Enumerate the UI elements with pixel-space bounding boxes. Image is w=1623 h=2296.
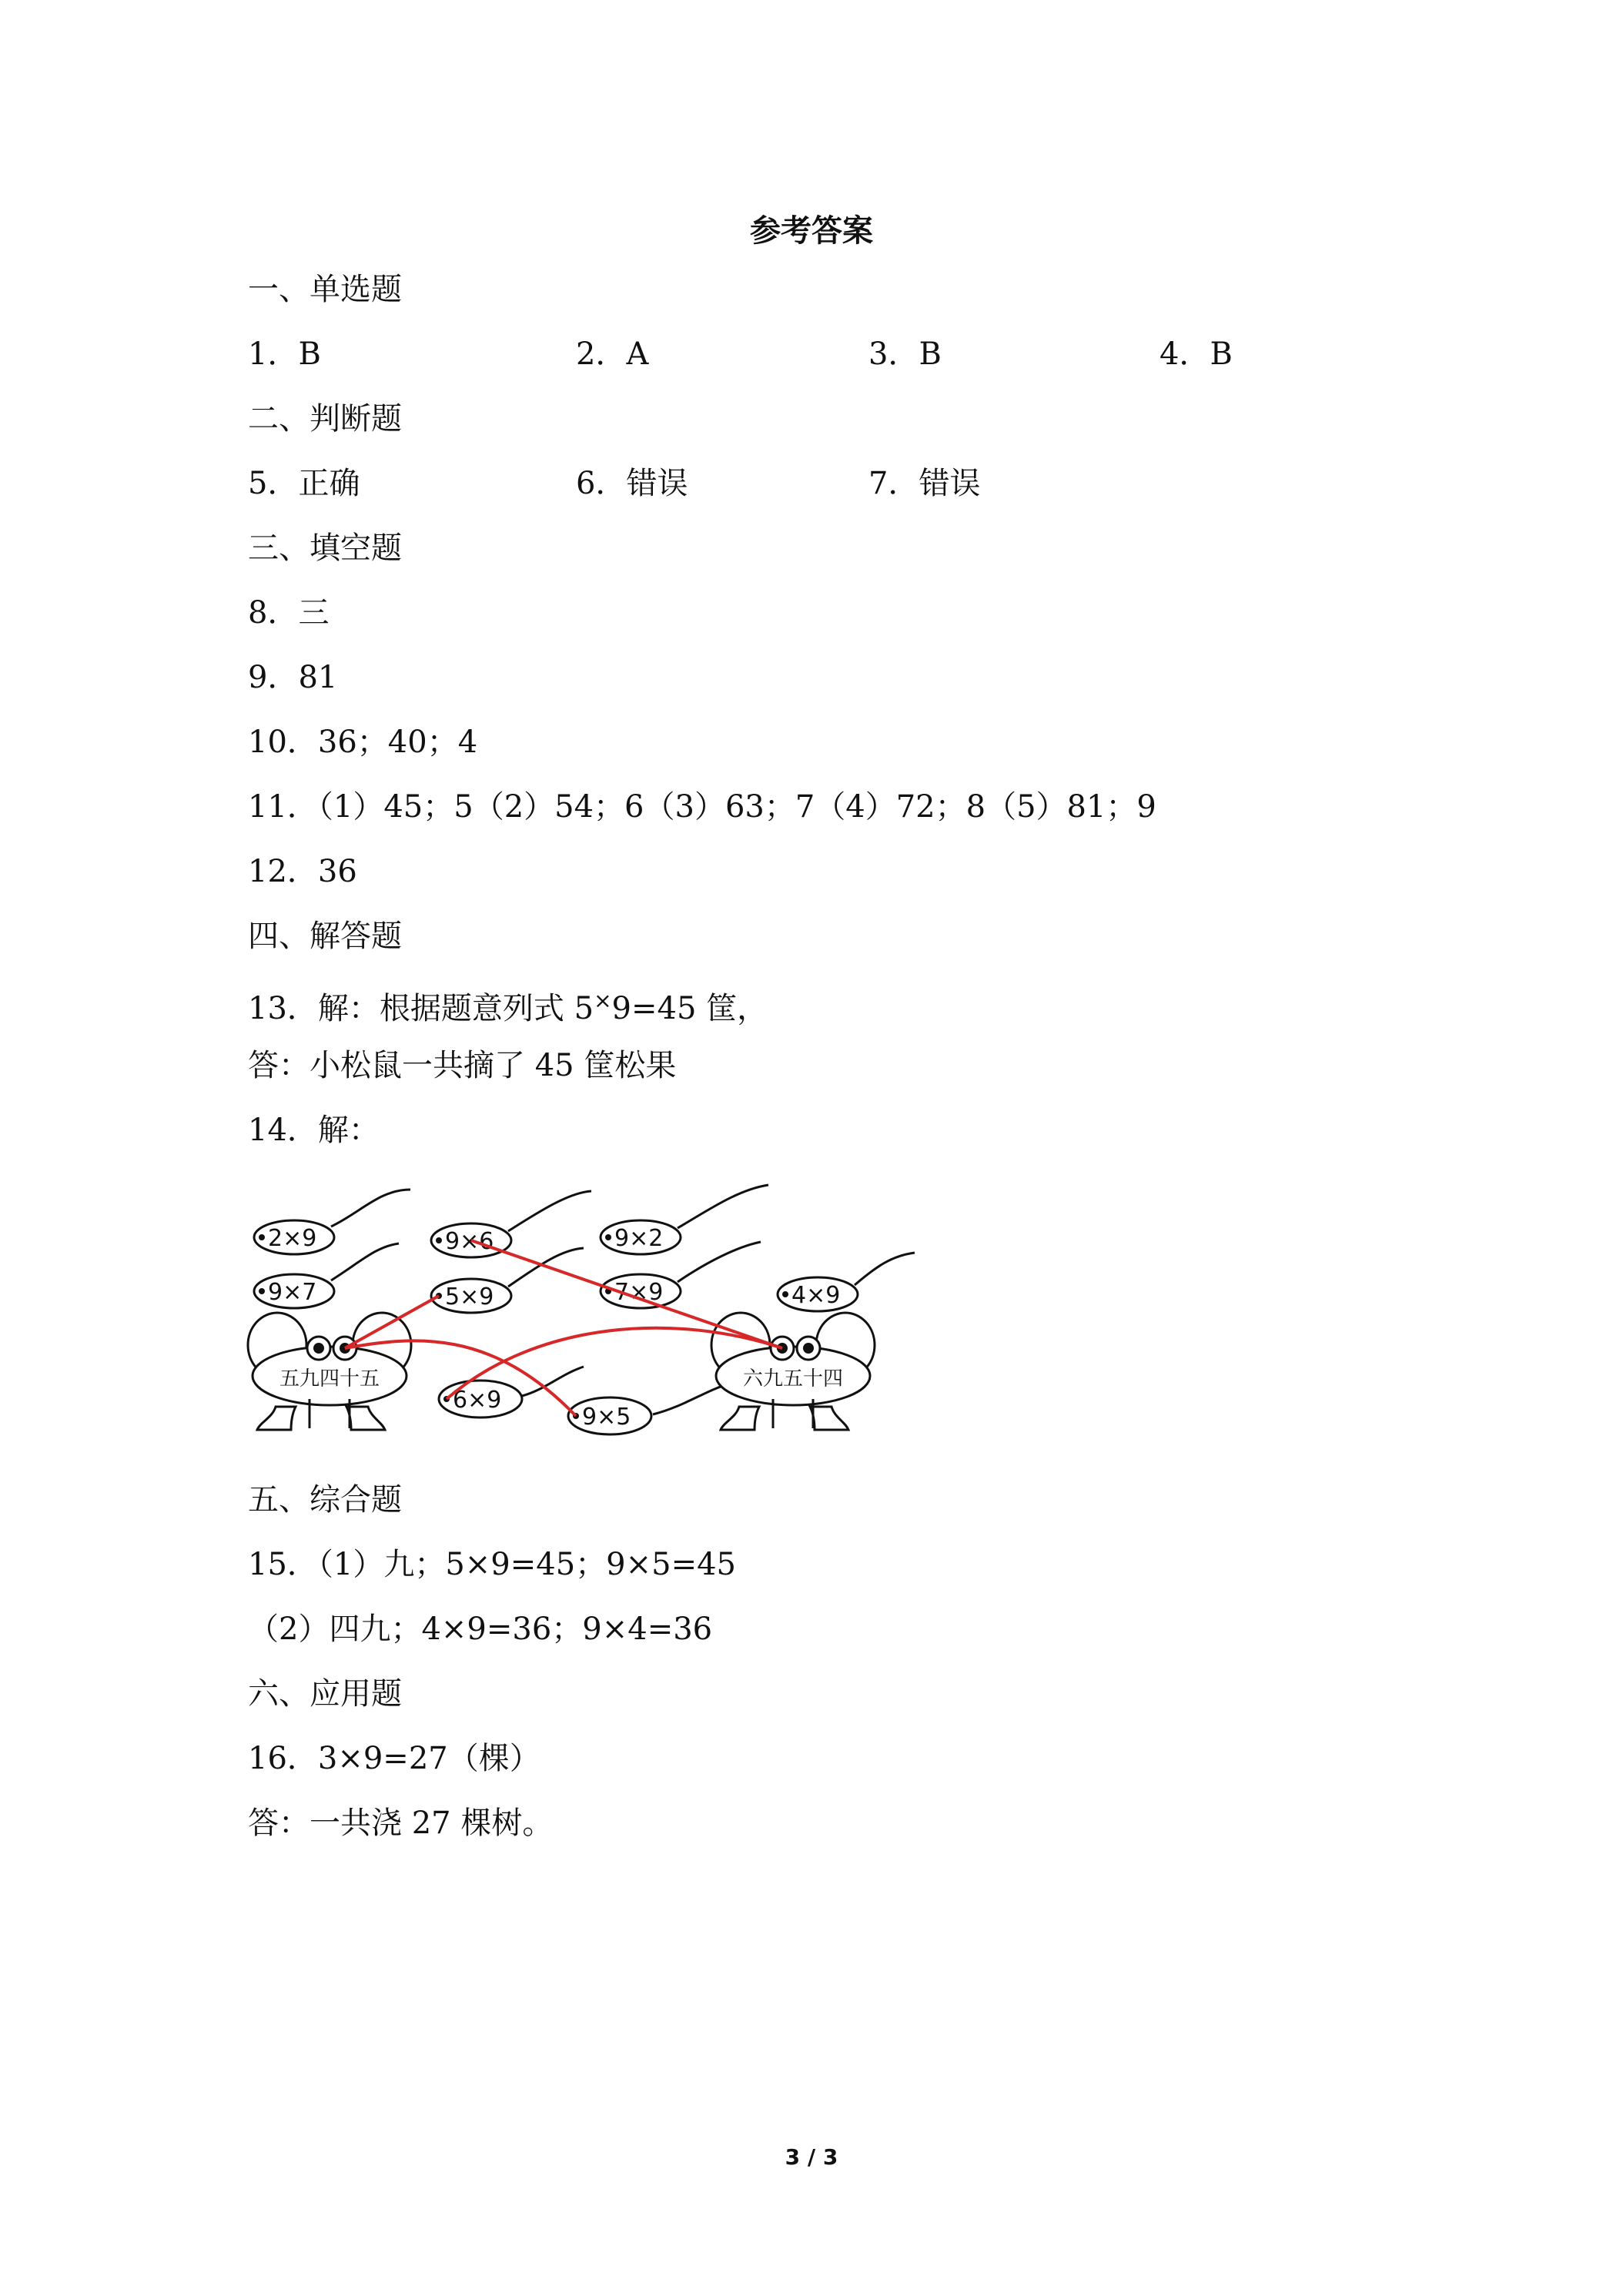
answer-q10: 10．36；40；4	[248, 725, 478, 760]
answer-q4: 4．B	[1160, 336, 1233, 372]
section-heading-single-choice: 一、单选题	[248, 272, 402, 307]
tadpole-label-8: 6×9	[453, 1387, 502, 1414]
tadpole-label-7: 4×9	[791, 1282, 841, 1309]
times-sign: ×	[594, 988, 612, 1013]
answer-q5: 5．正确	[248, 466, 360, 501]
tadpole-label-6: 7×9	[614, 1279, 664, 1306]
page-number: 3 / 3	[785, 2144, 838, 2170]
section-heading-solve: 四、解答题	[248, 919, 402, 954]
section-heading-comprehensive: 五、综合题	[248, 1482, 402, 1518]
answer-q14-label: 14．解：	[248, 1113, 380, 1148]
tadpole-label-9: 9×5	[582, 1404, 631, 1431]
answer-q13-equation	[248, 982, 768, 1027]
answer-q3: 3．B	[868, 336, 942, 372]
answer-q13-conclusion: 答：小松鼠一共摘了 45 筐松果	[248, 1048, 677, 1083]
answer-q12: 12．36	[248, 854, 357, 889]
match-line-9x6-right	[471, 1240, 782, 1348]
answer-q7: 7．错误	[868, 466, 981, 501]
answer-q2: 2．A	[576, 336, 649, 372]
page-title: 参考答案	[750, 213, 873, 249]
tadpole-label-2: 9×6	[445, 1228, 494, 1255]
answer-q1: 1．B	[248, 336, 321, 372]
answer-q15-part2: （2）四九；4×9=36；9×4=36	[248, 1612, 713, 1647]
frog-right-label: 六九五十四	[742, 1367, 844, 1391]
answer-q16-equation: 16．3×9=27（棵）	[248, 1741, 540, 1776]
tadpole-label-1: 2×9	[268, 1225, 317, 1252]
frog-left-label: 五九四十五	[279, 1367, 380, 1391]
answer-q6: 6．错误	[576, 466, 688, 501]
tadpole-label-4: 9×7	[268, 1279, 317, 1306]
q13-prefix: 13．解：根据题意列式 5	[248, 991, 594, 1026]
answer-q11: 11．（1）45；5（2）54；6（3）63；7（4）72；8（5）81；9	[248, 789, 1156, 825]
section-heading-true-false: 二、判断题	[248, 401, 402, 437]
q13-suffix: 9=45 筐，	[611, 991, 768, 1026]
section-heading-fill-blank: 三、填空题	[248, 530, 402, 566]
answer-q9: 9．81	[248, 660, 338, 695]
tadpole-label-3: 9×2	[614, 1225, 664, 1252]
answer-q15-part1: 15．（1）九；5×9=45；9×5=45	[248, 1547, 737, 1582]
answer-q8: 8．三	[248, 595, 330, 631]
answer-q16-conclusion: 答：一共浇 27 棵树。	[248, 1806, 554, 1841]
frog-tadpole-matching-diagram	[245, 1182, 922, 1444]
section-heading-application: 六、应用题	[248, 1676, 402, 1712]
tadpole-label-5: 5×9	[445, 1284, 494, 1310]
